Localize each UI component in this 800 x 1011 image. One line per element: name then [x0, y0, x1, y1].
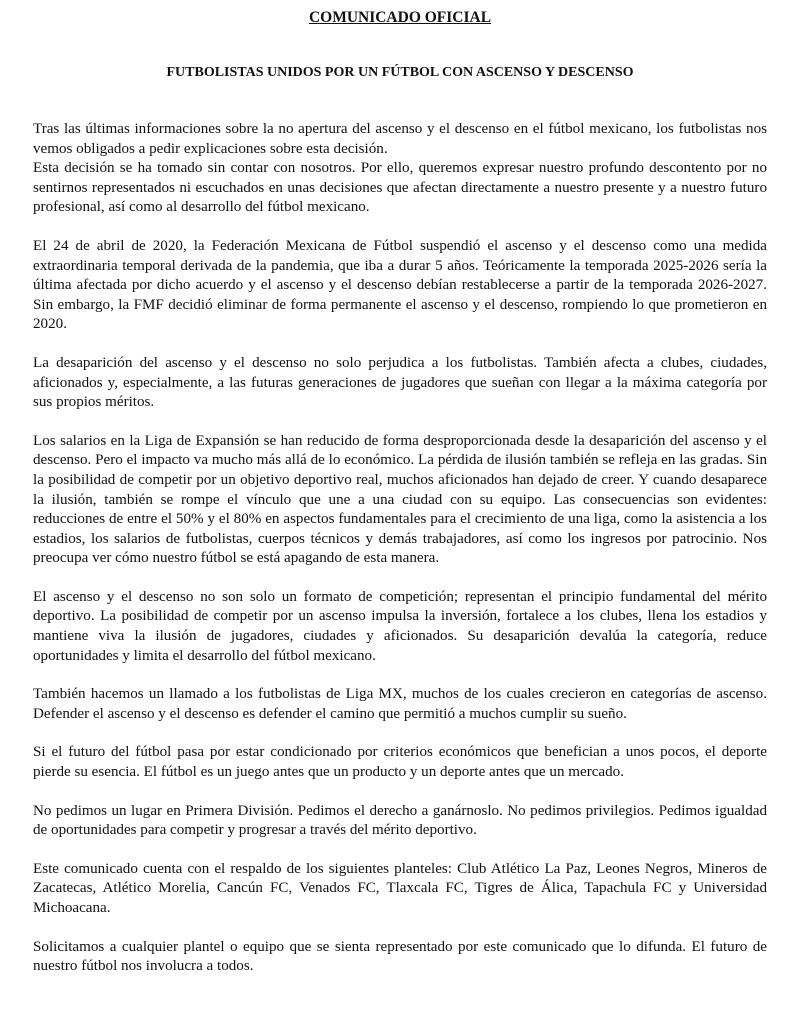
paragraph-liga-mx-call: También hacemos un llamado a los futbolistas de Liga MX, muchos de los cuales crecieron en categorías de ascenso. Defender el ascenso y el descenso es defender el camino que permitió a muchos cumplir su sueño.: [33, 686, 767, 722]
paragraph-closing: Solicitamos a cualquier plantel o equipo que se sienta representado por este comunicado que lo difunda. El futuro de nuestro fútbol nos involucra a todos.: [33, 938, 767, 975]
paragraph-impact: La desaparición del ascenso y el descenso no solo perjudica a los futbolistas. También afecta a clubes, ciudades, aficionados y, especialmente, a las futuras generaciones de jugadores que sueñan con llegar a la máxima categoría por sus propios méritos.: [33, 354, 767, 411]
paragraph-decision: Esta decisión se ha tomado sin contar con nosotros. Por ello, queremos expresar nuestro profundo descontento por no sentirnos representados ni escuchados en unas decisiones que afectan directamente a nuestro presente y a nuestro futuro profesional, así como al desarrollo del fútbol mexicano.: [33, 160, 767, 216]
document-subtitle: FUTBOLISTAS UNIDOS POR UN FÚTBOL CON ASCENSO Y DESCENSO: [166, 65, 634, 80]
document-title: COMUNICADO OFICIAL: [308, 9, 492, 26]
paragraph-intro: Tras las últimas informaciones sobre la no apertura del ascenso y el descenso en el fútbol mexicano, los futbolistas nos vemos obligados a pedir explicaciones sobre esta decisión.: [33, 121, 767, 157]
paragraph-essence: Si el futuro del fútbol pasa por estar condicionado por criterios económicos que benefician a unos pocos, el deporte pierde su esencia. El fútbol es un juego antes que un producto y un deporte antes que un mercado.: [33, 744, 767, 781]
paragraph-supporters: Este comunicado cuenta con el respaldo de los siguientes planteles: Club Atlético La Paz, Leones Negros, Mineros de Zacatecas, Atlético Morelia, Cancún FC, Venados FC, Tlaxcala FC, Tigres de Álica, Tapachula FC y Universidad Michoacana.: [33, 860, 767, 916]
paragraph-history: El 24 de abril de 2020, la Federación Mexicana de Fútbol suspendió el ascenso y el descenso como una medida extraordinaria temporal derivada de la pandemia, que iba a durar 5 años. Teóricamente la temporada 2025-2026 sería la última afectada por dicho acuerdo y el ascenso y el descenso debían restablecerse a partir de la temporada 2026-2027. Sin embargo, la FMF decidió eliminar de forma permanente el ascenso y el descenso, rompiendo lo que prometieron en 2020.: [33, 237, 767, 333]
paragraph-salaries: Los salarios en la Liga de Expansión se han reducido de forma desproporcionada desde la desaparición del ascenso y el descenso. Pero el impacto va mucho más allá de lo económico. La pérdida de ilusión también se refleja en las gradas. Sin la posibilidad de competir por un objetivo deportivo real, muchos aficionados han dejado de creer. Y cuando desaparece la ilusión, también se rompe el vínculo que une a una ciudad con su equipo. Las consecuencias son evidentes: reducciones de entre el 50% y el 80% en aspectos fundamentales para el crecimiento de una liga, como la asistencia a los estadios, los salarios de futbolistas, cuerpos técnicos y demás trabajadores, así como los ingresos por patrocinio. Nos preocupa ver cómo nuestro fútbol se está apagando de esta manera.: [33, 432, 767, 567]
paragraph-demands: No pedimos un lugar en Primera División. Pedimos el derecho a ganárnoslo. No pedimos privilegios. Pedimos igualdad de oportunidades para competir y progresar a través del mérito deportivo.: [33, 802, 767, 839]
paragraph-merit: El ascenso y el descenso no son solo un formato de competición; representan el principio fundamental del mérito deportivo. La posibilidad de competir por un ascenso impulsa la inversión, fortalece a los clubes, llena los estadios y mantiene viva la ilusión de jugadores, ciudades y aficionados. Su desaparición devalúa la categoría, reduce oportunidades y limita el desarrollo del fútbol mexicano.: [33, 588, 767, 664]
